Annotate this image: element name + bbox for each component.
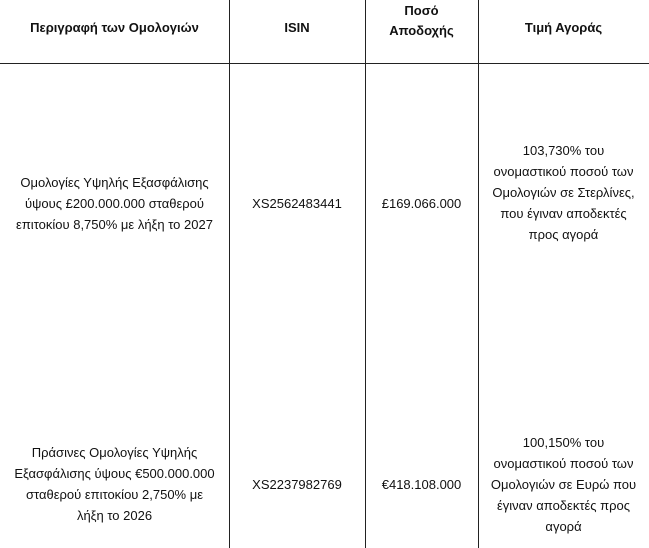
row-1-isin bbox=[229, 192, 365, 214]
header-description-label: Περιγραφή των Ομολογιών bbox=[30, 20, 199, 35]
row-2-isin bbox=[229, 473, 365, 495]
description-line: Ομολογίες Υψηλής Εξασφάλισης bbox=[20, 174, 209, 190]
row-2-price bbox=[478, 431, 649, 537]
row-2-amount bbox=[365, 473, 478, 495]
isin-value: XS2237982769 bbox=[252, 476, 342, 492]
header-isin-label: ISIN bbox=[284, 20, 310, 35]
description-line: λήξη το 2026 bbox=[76, 508, 153, 523]
price-line: ονομαστικού ποσού των bbox=[493, 163, 634, 179]
column-divider bbox=[229, 0, 230, 548]
description-line: σταθερού επιτοκίου 2,750% με bbox=[25, 487, 204, 502]
row-1-amount bbox=[365, 192, 478, 214]
row-1-description bbox=[0, 170, 229, 236]
price-line: προς αγορά bbox=[528, 226, 599, 242]
amount-value: €418.108.000 bbox=[381, 476, 462, 492]
description-line: ύψους £200.000.000 σταθερού bbox=[25, 195, 204, 211]
row-1-price bbox=[478, 139, 649, 245]
header-amount-label-line: Αποδοχής bbox=[389, 23, 454, 38]
header-price-label: Τιμή Αγοράς bbox=[524, 20, 603, 35]
description-line: Εξασφάλισης ύψους €500.000.000 bbox=[14, 466, 215, 481]
price-line: Ομολογιών σε Στερλίνες, bbox=[492, 184, 635, 200]
description-line: Πράσινες Ομολογίες Υψηλής bbox=[31, 445, 198, 460]
amount-value: £169.066.000 bbox=[381, 195, 462, 211]
column-divider bbox=[365, 0, 366, 548]
header-amount bbox=[365, 0, 478, 42]
header-divider bbox=[0, 63, 649, 64]
price-line: 100,150% του bbox=[522, 434, 605, 450]
isin-value: XS2562483441 bbox=[252, 195, 342, 211]
header-price bbox=[478, 0, 649, 56]
price-line: ονομαστικού ποσού των bbox=[493, 455, 634, 471]
header-isin bbox=[229, 0, 365, 56]
price-line: 103,730% του bbox=[522, 142, 605, 158]
price-line: έγιναν αποδεκτές προς bbox=[496, 497, 631, 513]
row-2-description bbox=[0, 441, 229, 527]
header-description bbox=[0, 0, 229, 56]
price-line: αγορά bbox=[545, 518, 582, 534]
header-amount-label-line: Ποσό bbox=[404, 3, 439, 18]
description-line: επιτοκίου 8,750% με λήξη το 2027 bbox=[16, 216, 213, 232]
price-line: Ομολογιών σε Ευρώ που bbox=[490, 476, 637, 492]
price-line: που έγιναν αποδεκτές bbox=[500, 205, 627, 221]
